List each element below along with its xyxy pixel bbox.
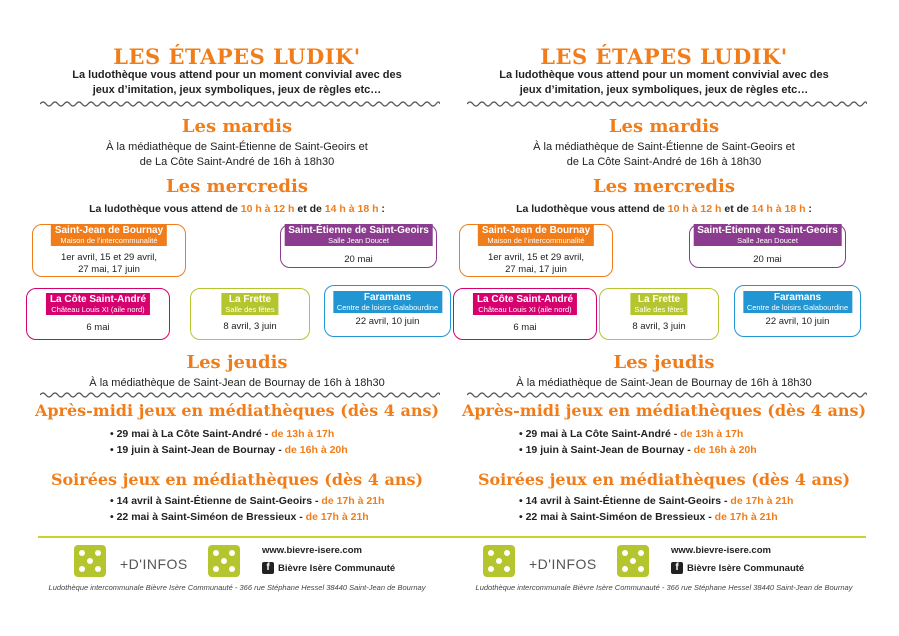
intro-text: La ludothèque vous attend pour un moment convivial avec des jeux d’imitation, jeux symboliques, jeux de règles etc… [499, 69, 829, 96]
venue-name: Faramans [773, 292, 822, 303]
flyer-panel-left [22, 0, 452, 636]
facebook-link[interactable]: Bièvre Isère Communauté [278, 563, 396, 574]
mercredis-hours: La ludothèque vous attend de 10 h à 12 h et de 14 h à 18 h : [516, 203, 812, 215]
wavy-divider [467, 100, 867, 108]
list-item: • 29 mai à La Côte Saint-André - de 13h à 17h [110, 428, 335, 440]
main-title: LES ÉTAPES LUDIK' [540, 44, 788, 69]
jeudis-text: À la médiathèque de Saint-Jean de Bournay de 16h à 18h30 [89, 377, 385, 389]
venue-name: La Côte Saint-André [476, 294, 574, 305]
dice-icon [617, 545, 649, 577]
venue-box-saint-etienne [280, 224, 437, 268]
venue-dates: 22 avril, 10 juin [765, 316, 830, 327]
apres-midi-heading: Après-midi jeux en médiathèques (dès 4 ans) [34, 401, 440, 420]
venue-box-faramans [324, 285, 451, 337]
venue-name: Saint-Jean de Bournay [481, 225, 591, 236]
venue-name: Saint-Jean de Bournay [54, 225, 164, 236]
list-item: • 22 mai à Saint-Siméon de Bressieux - de 17h à 21h [110, 511, 369, 523]
venue-dates: 22 avril, 10 juin [355, 316, 420, 327]
venue-place: Maison de l’intercommunalité [60, 236, 158, 245]
venue-name: La Frette [228, 294, 272, 305]
facebook-icon[interactable]: f [262, 562, 274, 574]
mercredis-hours: La ludothèque vous attend de 10 h à 12 h et de 14 h à 18 h : [89, 203, 385, 215]
venue-name: Saint-Étienne de Saint-Geoirs [288, 225, 429, 236]
venue-box-saint-etienne [689, 224, 846, 268]
apres-midi-heading: Après-midi jeux en médiathèques (dès 4 ans) [461, 401, 867, 420]
mardis-heading: Les mardis [608, 116, 720, 137]
soirees-heading: Soirées jeux en médiathèques (dès 4 ans) [50, 470, 424, 489]
venue-dates: 20 mai [344, 254, 373, 265]
list-item: • 14 avril à Saint-Étienne de Saint-Geoirs - de 17h à 21h [110, 495, 385, 507]
plus-infos: +D'INFOS [529, 556, 597, 572]
venue-dates: 1er avril, 15 et 29 avril, 27 mai, 17 juin [60, 252, 158, 275]
flyer-panel-right [449, 0, 879, 636]
venue-dates: 8 avril, 3 juin [632, 321, 686, 332]
main-title: LES ÉTAPES LUDIK' [113, 44, 361, 69]
facebook-icon[interactable]: f [671, 562, 683, 574]
list-item: • 19 juin à Saint-Jean de Bournay - de 16h à 20h [519, 444, 757, 456]
venue-place: Salle Jean Doucet [737, 236, 798, 245]
dice-icon [74, 545, 106, 577]
venue-box-la-frette [599, 288, 719, 340]
venue-place: Salle des fêtes [634, 305, 684, 314]
wavy-divider [40, 391, 440, 399]
venue-place: Centre de loisirs Galabourdine [746, 303, 849, 312]
venue-box-cote-saint-andre [26, 288, 170, 340]
venue-box-saint-jean [32, 224, 186, 277]
mardis-text: À la médiathèque de Saint-Étienne de Saint-Geoirs et de La Côte Saint-André de 16h à 18h30 [533, 141, 795, 168]
mardis-heading: Les mardis [181, 116, 293, 137]
list-item: • 14 avril à Saint-Étienne de Saint-Geoirs - de 17h à 21h [519, 495, 794, 507]
soirees-heading: Soirées jeux en médiathèques (dès 4 ans) [477, 470, 851, 489]
list-item: • 29 mai à La Côte Saint-André - de 13h à 17h [519, 428, 744, 440]
jeudis-heading: Les jeudis [186, 352, 288, 373]
venue-dates: 1er avril, 15 et 29 avril, 27 mai, 17 juin [487, 252, 585, 275]
venue-place: Centre de loisirs Galabourdine [336, 303, 439, 312]
venue-name: La Côte Saint-André [49, 294, 147, 305]
facebook-link[interactable]: Bièvre Isère Communauté [687, 563, 805, 574]
jeudis-text: À la médiathèque de Saint-Jean de Bournay de 16h à 18h30 [516, 377, 812, 389]
jeudis-heading: Les jeudis [613, 352, 715, 373]
website-link[interactable]: www.bievre-isere.com [671, 545, 771, 556]
venue-box-faramans [734, 285, 861, 337]
mardis-text: À la médiathèque de Saint-Étienne de Saint-Geoirs et de La Côte Saint-André de 16h à 18h30 [106, 141, 368, 168]
website-link[interactable]: www.bievre-isere.com [262, 545, 362, 556]
venue-name: La Frette [637, 294, 681, 305]
wavy-divider [467, 391, 867, 399]
plus-infos: +D'INFOS [120, 556, 188, 572]
venue-name: Saint-Étienne de Saint-Geoirs [697, 225, 838, 236]
footer-address: Ludothèque intercommunale Bièvre Isère Communauté - 366 rue Stéphane Hessel 38440 Saint-Jean de Bournay [475, 583, 853, 592]
venue-box-saint-jean [459, 224, 613, 277]
venue-dates: 8 avril, 3 juin [223, 321, 277, 332]
venue-place: Salle des fêtes [225, 305, 275, 314]
venue-dates: 6 mai [513, 322, 537, 333]
mercredis-heading: Les mercredis [593, 176, 735, 197]
footer-address: Ludothèque intercommunale Bièvre Isère Communauté - 366 rue Stéphane Hessel 38440 Saint-Jean de Bournay [48, 583, 426, 592]
wavy-divider [40, 100, 440, 108]
list-item: • 19 juin à Saint-Jean de Bournay - de 16h à 20h [110, 444, 348, 456]
venue-dates: 6 mai [86, 322, 110, 333]
mercredis-heading: Les mercredis [166, 176, 308, 197]
venue-place: Salle Jean Doucet [328, 236, 389, 245]
list-item: • 22 mai à Saint-Siméon de Bressieux - de 17h à 21h [519, 511, 778, 523]
venue-box-la-frette [190, 288, 310, 340]
intro-text: La ludothèque vous attend pour un moment convivial avec des jeux d’imitation, jeux symboliques, jeux de règles etc… [72, 69, 402, 96]
dice-icon [208, 545, 240, 577]
venue-place: Maison de l’intercommunalité [487, 236, 585, 245]
venue-name: Faramans [363, 292, 412, 303]
dice-icon [483, 545, 515, 577]
venue-place: Château Louis XI (aile nord) [51, 305, 145, 314]
venue-dates: 20 mai [753, 254, 782, 265]
venue-box-cote-saint-andre [453, 288, 597, 340]
venue-place: Château Louis XI (aile nord) [478, 305, 572, 314]
